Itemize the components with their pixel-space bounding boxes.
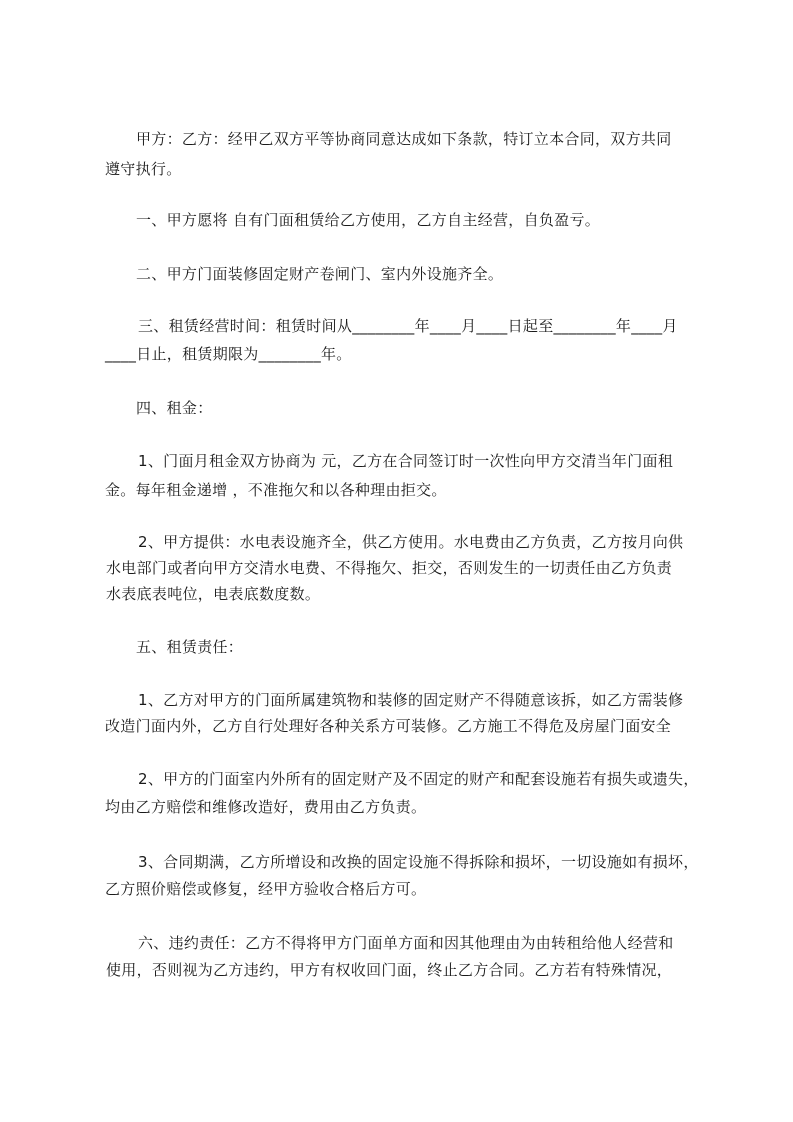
clause-6-line-1: 六、违约责任：乙方不得将甲方门面单方面和因其他理由为由转租给他人经营和 [138, 934, 674, 952]
clause-4-1-line-1: 1、门面月租金双方协商为 元，乙方在合同签订时一次性向甲方交清当年门面租 [138, 452, 674, 470]
clause-5-1-line-1: 1、乙方对甲方的门面所属建筑物和装修的固定财产不得随意该拆，如乙方需装修 [138, 691, 684, 709]
intro-line-1: 甲方：乙方：经甲乙双方平等协商同意达成如下条款，特订立本合同，双方共同 [136, 130, 672, 148]
clause-4-2-line-2: 水电部门或者向甲方交清水电费、不得拖欠、拒交，否则发生的一切责任由乙方负责 [106, 559, 673, 577]
clause-3-line-1: 三、租赁经营时间：租赁时间从________年____月____日起至________年____月 [138, 317, 678, 335]
clause-1-line-1: 一、甲方愿将 自有门面租赁给乙方使用，乙方自主经营，自负盈亏。 [136, 211, 601, 229]
clause-3-line-2: ____日止，租赁期限为________年。 [105, 345, 352, 363]
clause-4-heading: 四、租金： [136, 399, 213, 417]
clause-5-1-line-2: 改造门面内外，乙方自行处理好各种关系方可装修。乙方施工不得危及房屋门面安全 [105, 717, 672, 735]
clause-5-heading: 五、租赁责任： [136, 638, 244, 656]
clause-4-2-line-3: 水表底表吨位，电表底数度数。 [106, 585, 321, 603]
clause-5-3-line-1: 3、合同期满，乙方所增设和改换的固定设施不得拆除和损坏，一切设施如有损坏， [138, 853, 699, 871]
clause-5-3-line-2: 乙方照价赔偿或修复，经甲方验收合格后方可。 [105, 880, 427, 898]
clause-4-1-line-2: 金。每年租金递增 ，不准拖欠和以各种理由拒交。 [105, 481, 447, 499]
clause-5-2-line-2: 均由乙方赔偿和维修改造好，费用由乙方负责。 [105, 798, 427, 816]
intro-line-2: 遵守执行。 [105, 160, 182, 178]
clause-4-2-line-1: 2、甲方提供：水电表设施齐全，供乙方使用。水电费由乙方负责，乙方按月向供 [138, 533, 684, 551]
clause-5-2-line-1: 2、甲方的门面室内外所有的固定财产及不固定的财产和配套设施若有损失或遗失， [138, 770, 699, 788]
clause-2-line-1: 二、甲方门面装修固定财产卷闸门、室内外设施齐全。 [136, 265, 504, 283]
clause-6-line-2: 使用，否则视为乙方违约，甲方有权收回门面，终止乙方合同。乙方若有特殊情况， [106, 961, 673, 979]
